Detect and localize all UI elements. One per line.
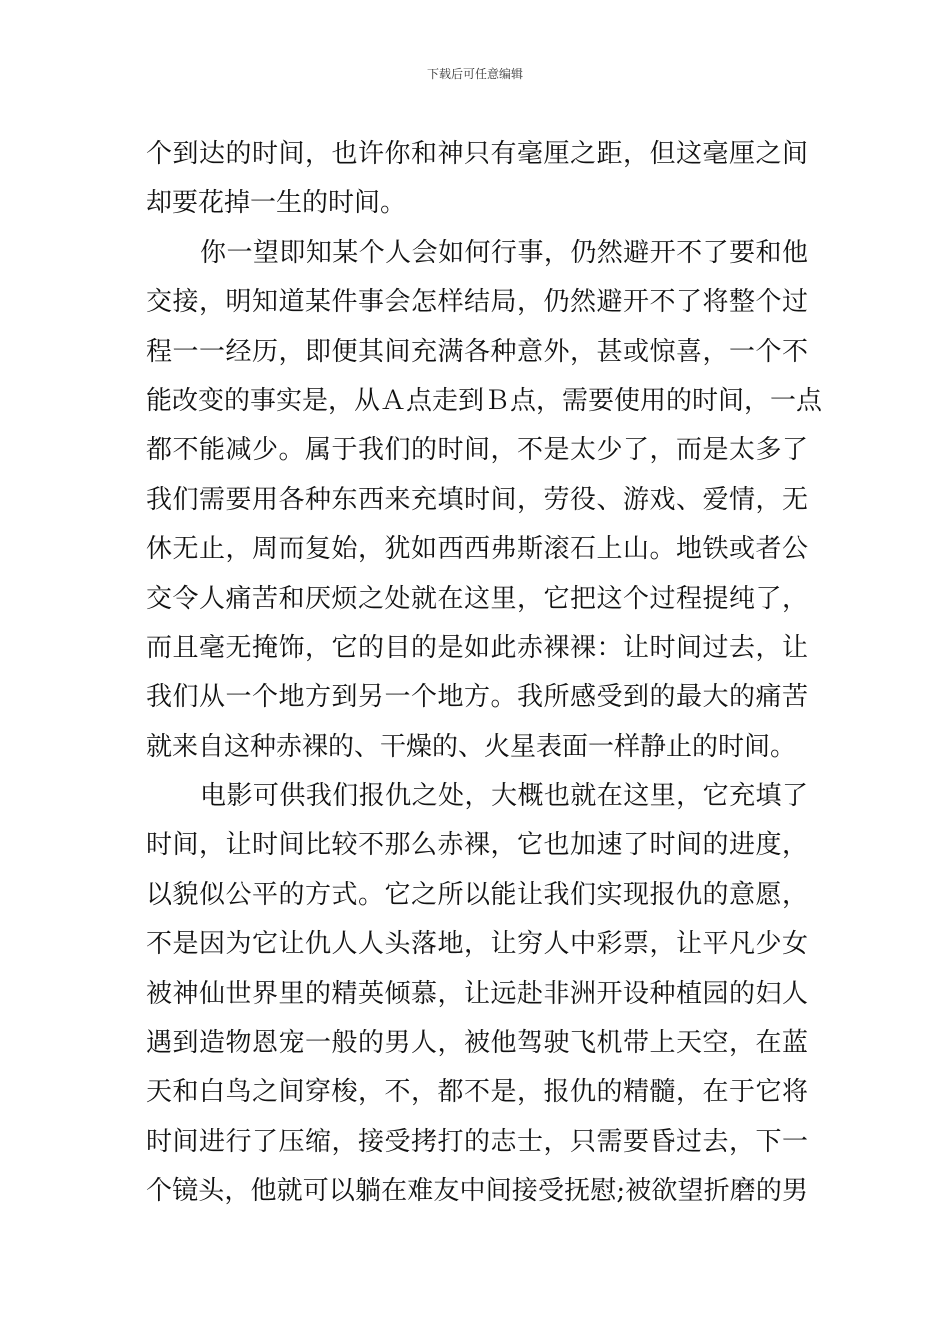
text-line: 天和白鸟之间穿梭，不，都不是，报仇的精髓，在于它将 [146, 1077, 808, 1108]
text-line: 程一一经历，即便其间充满各种意外，甚或惊喜，一个不 [146, 336, 808, 367]
text-line: 而且毫无掩饰，它的目的是如此赤裸裸：让时间过去，让 [146, 632, 808, 663]
page-header: 下载后可任意编辑 [426, 67, 523, 81]
text-line: 我们需要用各种东西来充填时间，劳役、游戏、爱情，无 [146, 484, 808, 515]
text-line: 能改变的事实是，从Ａ点走到Ｂ点，需要使用的时间，一点 [146, 385, 823, 416]
text-line: 我们从一个地方到另一个地方。我所感受到的最大的痛苦 [146, 682, 808, 713]
text-line: 就来自这种赤裸的、干燥的、火星表面一样静止的时间。 [146, 731, 797, 762]
body-text [146, 130, 823, 1217]
text-line: 遇到造物恩宠一般的男人，被他驾驶飞机带上天空，在蓝 [146, 1028, 808, 1059]
text-line: 都不能减少。属于我们的时间，不是太少了，而是太多了 [146, 435, 808, 466]
text-line: 被神仙世界里的精英倾慕，让远赴非洲开设种植园的妇人 [146, 978, 808, 1009]
text-line: 却要花掉一生的时间。 [146, 188, 407, 219]
text-line: 个镜头，他就可以躺在难友中间接受抚慰;被欲望折磨的男 [146, 1176, 808, 1207]
text-line: 休无止，周而复始，犹如西西弗斯滚石上山。地铁或者公 [146, 534, 808, 565]
text-line: 以貌似公平的方式。它之所以能让我们实现报仇的意愿， [146, 879, 808, 910]
text-line: 你一望即知某个人会如何行事，仍然避开不了要和他 [200, 237, 808, 268]
text-line: 时间，让时间比较不那么赤裸，它也加速了时间的进度， [146, 830, 808, 861]
text-line: 不是因为它让仇人人头落地，让穷人中彩票，让平凡少女 [146, 929, 808, 960]
text-line: 电影可供我们报仇之处，大概也就在这里，它充填了 [200, 781, 808, 812]
text-line: 交接，明知道某件事会怎样结局，仍然避开不了将整个过 [146, 287, 808, 318]
text-line: 时间进行了压缩，接受拷打的志士，只需要昏过去，下一 [146, 1126, 808, 1157]
text-line: 个到达的时间，也许你和神只有毫厘之距，但这毫厘之间 [146, 139, 808, 169]
text-line: 交令人痛苦和厌烦之处就在这里，它把这个过程提纯了， [146, 583, 808, 614]
